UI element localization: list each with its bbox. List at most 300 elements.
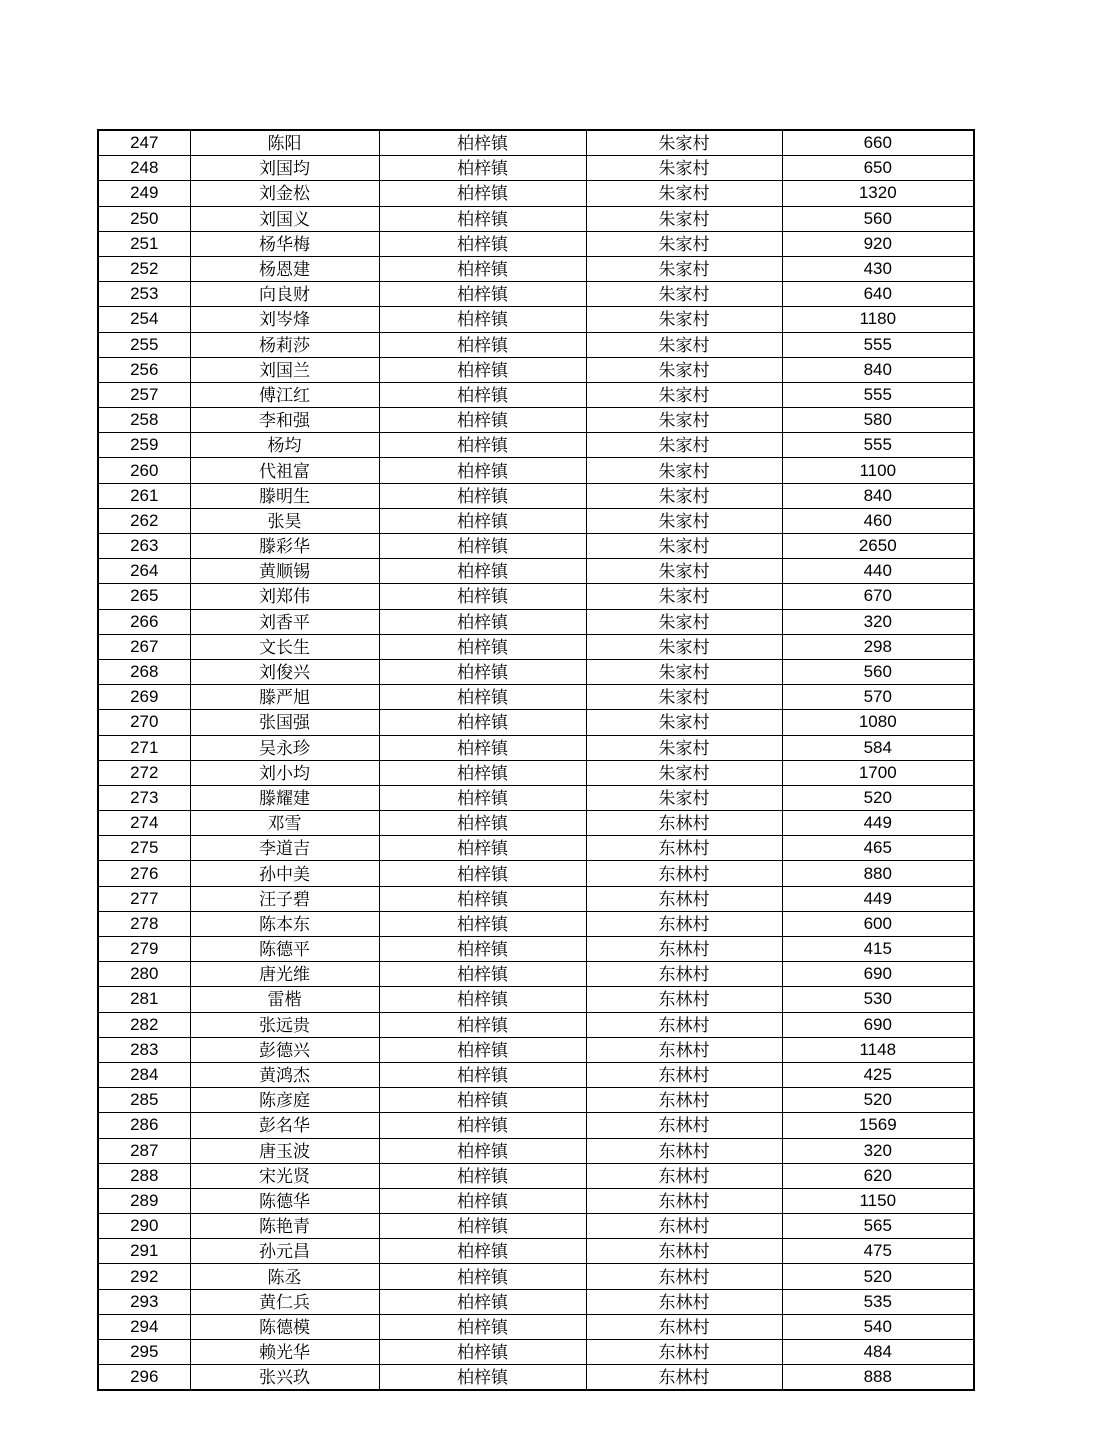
row-number-cell: 266 bbox=[98, 609, 190, 634]
village-cell: 东林村 bbox=[586, 1012, 782, 1037]
amount-cell: 1150 bbox=[782, 1188, 974, 1213]
amount-cell: 425 bbox=[782, 1062, 974, 1087]
amount-cell: 570 bbox=[782, 685, 974, 710]
village-cell: 东林村 bbox=[586, 886, 782, 911]
table-row bbox=[98, 1163, 974, 1188]
table-row bbox=[98, 634, 974, 659]
amount-cell: 1100 bbox=[782, 458, 974, 483]
village-cell: 朱家村 bbox=[586, 609, 782, 634]
amount-cell: 440 bbox=[782, 559, 974, 584]
row-number-cell: 270 bbox=[98, 710, 190, 735]
table-row bbox=[98, 962, 974, 987]
village-cell: 朱家村 bbox=[586, 156, 782, 181]
village-cell: 东林村 bbox=[586, 1214, 782, 1239]
row-number-cell: 260 bbox=[98, 458, 190, 483]
village-cell: 东林村 bbox=[586, 1264, 782, 1289]
row-number-cell: 288 bbox=[98, 1163, 190, 1188]
row-number-cell: 256 bbox=[98, 357, 190, 382]
amount-cell: 465 bbox=[782, 836, 974, 861]
row-number-cell: 273 bbox=[98, 785, 190, 810]
amount-cell: 888 bbox=[782, 1365, 974, 1391]
table-row bbox=[98, 231, 974, 256]
table-row bbox=[98, 785, 974, 810]
table-row bbox=[98, 735, 974, 760]
row-number-cell: 292 bbox=[98, 1264, 190, 1289]
table-row bbox=[98, 760, 974, 785]
table-row bbox=[98, 886, 974, 911]
name-cell: 宋光贤 bbox=[190, 1163, 379, 1188]
town-cell: 柏梓镇 bbox=[379, 534, 586, 559]
amount-cell: 520 bbox=[782, 785, 974, 810]
town-cell: 柏梓镇 bbox=[379, 735, 586, 760]
row-number-cell: 267 bbox=[98, 634, 190, 659]
town-cell: 柏梓镇 bbox=[379, 811, 586, 836]
name-cell: 黄仁兵 bbox=[190, 1289, 379, 1314]
town-cell: 柏梓镇 bbox=[379, 861, 586, 886]
name-cell: 彭德兴 bbox=[190, 1037, 379, 1062]
town-cell: 柏梓镇 bbox=[379, 483, 586, 508]
table-row bbox=[98, 433, 974, 458]
table-row bbox=[98, 483, 974, 508]
row-number-cell: 295 bbox=[98, 1340, 190, 1365]
table-row bbox=[98, 1012, 974, 1037]
row-number-cell: 268 bbox=[98, 659, 190, 684]
row-number-cell: 275 bbox=[98, 836, 190, 861]
village-cell: 东林村 bbox=[586, 1239, 782, 1264]
village-cell: 东林村 bbox=[586, 1365, 782, 1391]
row-number-cell: 291 bbox=[98, 1239, 190, 1264]
town-cell: 柏梓镇 bbox=[379, 1037, 586, 1062]
name-cell: 唐光维 bbox=[190, 962, 379, 987]
village-cell: 朱家村 bbox=[586, 458, 782, 483]
table-row bbox=[98, 181, 974, 206]
recipient-table-body bbox=[98, 130, 974, 1390]
name-cell: 孙中美 bbox=[190, 861, 379, 886]
amount-cell: 555 bbox=[782, 382, 974, 407]
town-cell: 柏梓镇 bbox=[379, 1365, 586, 1391]
village-cell: 朱家村 bbox=[586, 130, 782, 156]
town-cell: 柏梓镇 bbox=[379, 937, 586, 962]
town-cell: 柏梓镇 bbox=[379, 1289, 586, 1314]
amount-cell: 840 bbox=[782, 357, 974, 382]
table-row bbox=[98, 559, 974, 584]
amount-cell: 640 bbox=[782, 282, 974, 307]
name-cell: 陈本东 bbox=[190, 911, 379, 936]
name-cell: 黄顺锡 bbox=[190, 559, 379, 584]
row-number-cell: 249 bbox=[98, 181, 190, 206]
row-number-cell: 263 bbox=[98, 534, 190, 559]
town-cell: 柏梓镇 bbox=[379, 130, 586, 156]
name-cell: 彭名华 bbox=[190, 1113, 379, 1138]
name-cell: 张远贵 bbox=[190, 1012, 379, 1037]
village-cell: 朱家村 bbox=[586, 559, 782, 584]
table-row bbox=[98, 282, 974, 307]
table-row bbox=[98, 130, 974, 156]
town-cell: 柏梓镇 bbox=[379, 1088, 586, 1113]
table-row bbox=[98, 458, 974, 483]
town-cell: 柏梓镇 bbox=[379, 584, 586, 609]
town-cell: 柏梓镇 bbox=[379, 1062, 586, 1087]
table-row bbox=[98, 836, 974, 861]
village-cell: 东林村 bbox=[586, 1314, 782, 1339]
village-cell: 东林村 bbox=[586, 811, 782, 836]
row-number-cell: 271 bbox=[98, 735, 190, 760]
name-cell: 滕严旭 bbox=[190, 685, 379, 710]
row-number-cell: 258 bbox=[98, 408, 190, 433]
amount-cell: 565 bbox=[782, 1214, 974, 1239]
name-cell: 陈阳 bbox=[190, 130, 379, 156]
table-row bbox=[98, 1088, 974, 1113]
town-cell: 柏梓镇 bbox=[379, 332, 586, 357]
table-row bbox=[98, 987, 974, 1012]
amount-cell: 670 bbox=[782, 584, 974, 609]
town-cell: 柏梓镇 bbox=[379, 1113, 586, 1138]
amount-cell: 430 bbox=[782, 256, 974, 281]
village-cell: 东林村 bbox=[586, 836, 782, 861]
name-cell: 刘金松 bbox=[190, 181, 379, 206]
village-cell: 东林村 bbox=[586, 1037, 782, 1062]
table-row bbox=[98, 408, 974, 433]
row-number-cell: 252 bbox=[98, 256, 190, 281]
village-cell: 朱家村 bbox=[586, 710, 782, 735]
table-row bbox=[98, 307, 974, 332]
row-number-cell: 289 bbox=[98, 1188, 190, 1213]
town-cell: 柏梓镇 bbox=[379, 962, 586, 987]
name-cell: 陈德华 bbox=[190, 1188, 379, 1213]
name-cell: 代祖富 bbox=[190, 458, 379, 483]
village-cell: 东林村 bbox=[586, 861, 782, 886]
row-number-cell: 293 bbox=[98, 1289, 190, 1314]
village-cell: 朱家村 bbox=[586, 760, 782, 785]
table-row bbox=[98, 508, 974, 533]
name-cell: 刘国兰 bbox=[190, 357, 379, 382]
table-row bbox=[98, 1365, 974, 1391]
town-cell: 柏梓镇 bbox=[379, 1214, 586, 1239]
amount-cell: 580 bbox=[782, 408, 974, 433]
row-number-cell: 257 bbox=[98, 382, 190, 407]
row-number-cell: 284 bbox=[98, 1062, 190, 1087]
row-number-cell: 278 bbox=[98, 911, 190, 936]
name-cell: 张昊 bbox=[190, 508, 379, 533]
name-cell: 陈艳青 bbox=[190, 1214, 379, 1239]
village-cell: 朱家村 bbox=[586, 483, 782, 508]
table-row bbox=[98, 911, 974, 936]
name-cell: 向良财 bbox=[190, 282, 379, 307]
table-row bbox=[98, 1214, 974, 1239]
amount-cell: 320 bbox=[782, 609, 974, 634]
town-cell: 柏梓镇 bbox=[379, 634, 586, 659]
amount-cell: 475 bbox=[782, 1239, 974, 1264]
table-row bbox=[98, 811, 974, 836]
village-cell: 朱家村 bbox=[586, 659, 782, 684]
name-cell: 赖光华 bbox=[190, 1340, 379, 1365]
town-cell: 柏梓镇 bbox=[379, 1138, 586, 1163]
row-number-cell: 282 bbox=[98, 1012, 190, 1037]
row-number-cell: 254 bbox=[98, 307, 190, 332]
town-cell: 柏梓镇 bbox=[379, 710, 586, 735]
amount-cell: 1180 bbox=[782, 307, 974, 332]
village-cell: 东林村 bbox=[586, 1113, 782, 1138]
village-cell: 朱家村 bbox=[586, 508, 782, 533]
subsidy-list-sheet bbox=[97, 129, 973, 1391]
town-cell: 柏梓镇 bbox=[379, 181, 586, 206]
amount-cell: 840 bbox=[782, 483, 974, 508]
row-number-cell: 253 bbox=[98, 282, 190, 307]
town-cell: 柏梓镇 bbox=[379, 1239, 586, 1264]
town-cell: 柏梓镇 bbox=[379, 987, 586, 1012]
town-cell: 柏梓镇 bbox=[379, 659, 586, 684]
amount-cell: 1700 bbox=[782, 760, 974, 785]
name-cell: 刘俊兴 bbox=[190, 659, 379, 684]
table-row bbox=[98, 710, 974, 735]
village-cell: 朱家村 bbox=[586, 282, 782, 307]
town-cell: 柏梓镇 bbox=[379, 1314, 586, 1339]
village-cell: 朱家村 bbox=[586, 206, 782, 231]
amount-cell: 320 bbox=[782, 1138, 974, 1163]
village-cell: 朱家村 bbox=[586, 735, 782, 760]
village-cell: 东林村 bbox=[586, 1188, 782, 1213]
village-cell: 东林村 bbox=[586, 1163, 782, 1188]
town-cell: 柏梓镇 bbox=[379, 609, 586, 634]
town-cell: 柏梓镇 bbox=[379, 458, 586, 483]
row-number-cell: 265 bbox=[98, 584, 190, 609]
town-cell: 柏梓镇 bbox=[379, 282, 586, 307]
town-cell: 柏梓镇 bbox=[379, 559, 586, 584]
recipient-table bbox=[97, 129, 975, 1391]
village-cell: 朱家村 bbox=[586, 307, 782, 332]
row-number-cell: 259 bbox=[98, 433, 190, 458]
amount-cell: 620 bbox=[782, 1163, 974, 1188]
town-cell: 柏梓镇 bbox=[379, 156, 586, 181]
row-number-cell: 277 bbox=[98, 886, 190, 911]
row-number-cell: 269 bbox=[98, 685, 190, 710]
table-row bbox=[98, 1239, 974, 1264]
name-cell: 文长生 bbox=[190, 634, 379, 659]
name-cell: 汪子碧 bbox=[190, 886, 379, 911]
name-cell: 刘岑烽 bbox=[190, 307, 379, 332]
name-cell: 张兴玖 bbox=[190, 1365, 379, 1391]
table-row bbox=[98, 1113, 974, 1138]
name-cell: 邓雪 bbox=[190, 811, 379, 836]
village-cell: 朱家村 bbox=[586, 433, 782, 458]
name-cell: 雷楷 bbox=[190, 987, 379, 1012]
amount-cell: 484 bbox=[782, 1340, 974, 1365]
table-row bbox=[98, 1340, 974, 1365]
town-cell: 柏梓镇 bbox=[379, 785, 586, 810]
name-cell: 杨恩建 bbox=[190, 256, 379, 281]
row-number-cell: 280 bbox=[98, 962, 190, 987]
town-cell: 柏梓镇 bbox=[379, 1188, 586, 1213]
village-cell: 东林村 bbox=[586, 1138, 782, 1163]
town-cell: 柏梓镇 bbox=[379, 760, 586, 785]
row-number-cell: 255 bbox=[98, 332, 190, 357]
name-cell: 杨莉莎 bbox=[190, 332, 379, 357]
row-number-cell: 248 bbox=[98, 156, 190, 181]
village-cell: 东林村 bbox=[586, 1062, 782, 1087]
name-cell: 刘郑伟 bbox=[190, 584, 379, 609]
table-row bbox=[98, 609, 974, 634]
amount-cell: 650 bbox=[782, 156, 974, 181]
amount-cell: 555 bbox=[782, 433, 974, 458]
name-cell: 李和强 bbox=[190, 408, 379, 433]
table-row bbox=[98, 206, 974, 231]
town-cell: 柏梓镇 bbox=[379, 508, 586, 533]
table-row bbox=[98, 861, 974, 886]
village-cell: 东林村 bbox=[586, 962, 782, 987]
table-row bbox=[98, 937, 974, 962]
row-number-cell: 296 bbox=[98, 1365, 190, 1391]
name-cell: 陈德模 bbox=[190, 1314, 379, 1339]
row-number-cell: 261 bbox=[98, 483, 190, 508]
table-row bbox=[98, 357, 974, 382]
amount-cell: 540 bbox=[782, 1314, 974, 1339]
village-cell: 朱家村 bbox=[586, 231, 782, 256]
name-cell: 刘国均 bbox=[190, 156, 379, 181]
amount-cell: 1080 bbox=[782, 710, 974, 735]
amount-cell: 920 bbox=[782, 231, 974, 256]
table-row bbox=[98, 534, 974, 559]
name-cell: 陈德平 bbox=[190, 937, 379, 962]
row-number-cell: 279 bbox=[98, 937, 190, 962]
village-cell: 朱家村 bbox=[586, 584, 782, 609]
table-row bbox=[98, 685, 974, 710]
village-cell: 朱家村 bbox=[586, 382, 782, 407]
name-cell: 孙元昌 bbox=[190, 1239, 379, 1264]
amount-cell: 560 bbox=[782, 206, 974, 231]
village-cell: 朱家村 bbox=[586, 408, 782, 433]
table-row bbox=[98, 256, 974, 281]
amount-cell: 535 bbox=[782, 1289, 974, 1314]
row-number-cell: 272 bbox=[98, 760, 190, 785]
name-cell: 杨华梅 bbox=[190, 231, 379, 256]
row-number-cell: 286 bbox=[98, 1113, 190, 1138]
amount-cell: 520 bbox=[782, 1264, 974, 1289]
row-number-cell: 287 bbox=[98, 1138, 190, 1163]
name-cell: 李道吉 bbox=[190, 836, 379, 861]
village-cell: 朱家村 bbox=[586, 785, 782, 810]
table-row bbox=[98, 584, 974, 609]
amount-cell: 298 bbox=[782, 634, 974, 659]
table-row bbox=[98, 156, 974, 181]
town-cell: 柏梓镇 bbox=[379, 886, 586, 911]
amount-cell: 880 bbox=[782, 861, 974, 886]
amount-cell: 520 bbox=[782, 1088, 974, 1113]
town-cell: 柏梓镇 bbox=[379, 1264, 586, 1289]
amount-cell: 530 bbox=[782, 987, 974, 1012]
village-cell: 朱家村 bbox=[586, 534, 782, 559]
town-cell: 柏梓镇 bbox=[379, 1012, 586, 1037]
town-cell: 柏梓镇 bbox=[379, 433, 586, 458]
name-cell: 杨均 bbox=[190, 433, 379, 458]
table-row bbox=[98, 1188, 974, 1213]
table-row bbox=[98, 332, 974, 357]
village-cell: 东林村 bbox=[586, 987, 782, 1012]
village-cell: 东林村 bbox=[586, 911, 782, 936]
town-cell: 柏梓镇 bbox=[379, 1163, 586, 1188]
row-number-cell: 262 bbox=[98, 508, 190, 533]
amount-cell: 1148 bbox=[782, 1037, 974, 1062]
row-number-cell: 247 bbox=[98, 130, 190, 156]
amount-cell: 600 bbox=[782, 911, 974, 936]
table-row bbox=[98, 1314, 974, 1339]
village-cell: 朱家村 bbox=[586, 685, 782, 710]
table-row bbox=[98, 1062, 974, 1087]
name-cell: 黄鸿杰 bbox=[190, 1062, 379, 1087]
amount-cell: 449 bbox=[782, 811, 974, 836]
name-cell: 滕耀建 bbox=[190, 785, 379, 810]
village-cell: 朱家村 bbox=[586, 256, 782, 281]
table-row bbox=[98, 1138, 974, 1163]
village-cell: 东林村 bbox=[586, 937, 782, 962]
amount-cell: 1569 bbox=[782, 1113, 974, 1138]
name-cell: 刘国义 bbox=[190, 206, 379, 231]
row-number-cell: 281 bbox=[98, 987, 190, 1012]
town-cell: 柏梓镇 bbox=[379, 836, 586, 861]
name-cell: 张国强 bbox=[190, 710, 379, 735]
amount-cell: 660 bbox=[782, 130, 974, 156]
name-cell: 滕明生 bbox=[190, 483, 379, 508]
row-number-cell: 274 bbox=[98, 811, 190, 836]
table-row bbox=[98, 382, 974, 407]
row-number-cell: 250 bbox=[98, 206, 190, 231]
table-row bbox=[98, 1289, 974, 1314]
name-cell: 陈丞 bbox=[190, 1264, 379, 1289]
name-cell: 刘香平 bbox=[190, 609, 379, 634]
village-cell: 东林村 bbox=[586, 1340, 782, 1365]
row-number-cell: 285 bbox=[98, 1088, 190, 1113]
town-cell: 柏梓镇 bbox=[379, 408, 586, 433]
row-number-cell: 264 bbox=[98, 559, 190, 584]
row-number-cell: 276 bbox=[98, 861, 190, 886]
amount-cell: 415 bbox=[782, 937, 974, 962]
town-cell: 柏梓镇 bbox=[379, 911, 586, 936]
town-cell: 柏梓镇 bbox=[379, 357, 586, 382]
village-cell: 朱家村 bbox=[586, 634, 782, 659]
amount-cell: 555 bbox=[782, 332, 974, 357]
row-number-cell: 283 bbox=[98, 1037, 190, 1062]
village-cell: 朱家村 bbox=[586, 332, 782, 357]
village-cell: 朱家村 bbox=[586, 181, 782, 206]
amount-cell: 449 bbox=[782, 886, 974, 911]
name-cell: 滕彩华 bbox=[190, 534, 379, 559]
village-cell: 东林村 bbox=[586, 1088, 782, 1113]
row-number-cell: 294 bbox=[98, 1314, 190, 1339]
amount-cell: 1320 bbox=[782, 181, 974, 206]
town-cell: 柏梓镇 bbox=[379, 382, 586, 407]
name-cell: 傅江红 bbox=[190, 382, 379, 407]
name-cell: 陈彦庭 bbox=[190, 1088, 379, 1113]
row-number-cell: 290 bbox=[98, 1214, 190, 1239]
name-cell: 吴永珍 bbox=[190, 735, 379, 760]
village-cell: 朱家村 bbox=[586, 357, 782, 382]
town-cell: 柏梓镇 bbox=[379, 685, 586, 710]
amount-cell: 560 bbox=[782, 659, 974, 684]
town-cell: 柏梓镇 bbox=[379, 1340, 586, 1365]
row-number-cell: 251 bbox=[98, 231, 190, 256]
amount-cell: 2650 bbox=[782, 534, 974, 559]
town-cell: 柏梓镇 bbox=[379, 256, 586, 281]
table-row bbox=[98, 1037, 974, 1062]
name-cell: 刘小均 bbox=[190, 760, 379, 785]
village-cell: 东林村 bbox=[586, 1289, 782, 1314]
amount-cell: 584 bbox=[782, 735, 974, 760]
table-row bbox=[98, 1264, 974, 1289]
amount-cell: 690 bbox=[782, 1012, 974, 1037]
town-cell: 柏梓镇 bbox=[379, 206, 586, 231]
amount-cell: 460 bbox=[782, 508, 974, 533]
town-cell: 柏梓镇 bbox=[379, 231, 586, 256]
name-cell: 唐玉波 bbox=[190, 1138, 379, 1163]
